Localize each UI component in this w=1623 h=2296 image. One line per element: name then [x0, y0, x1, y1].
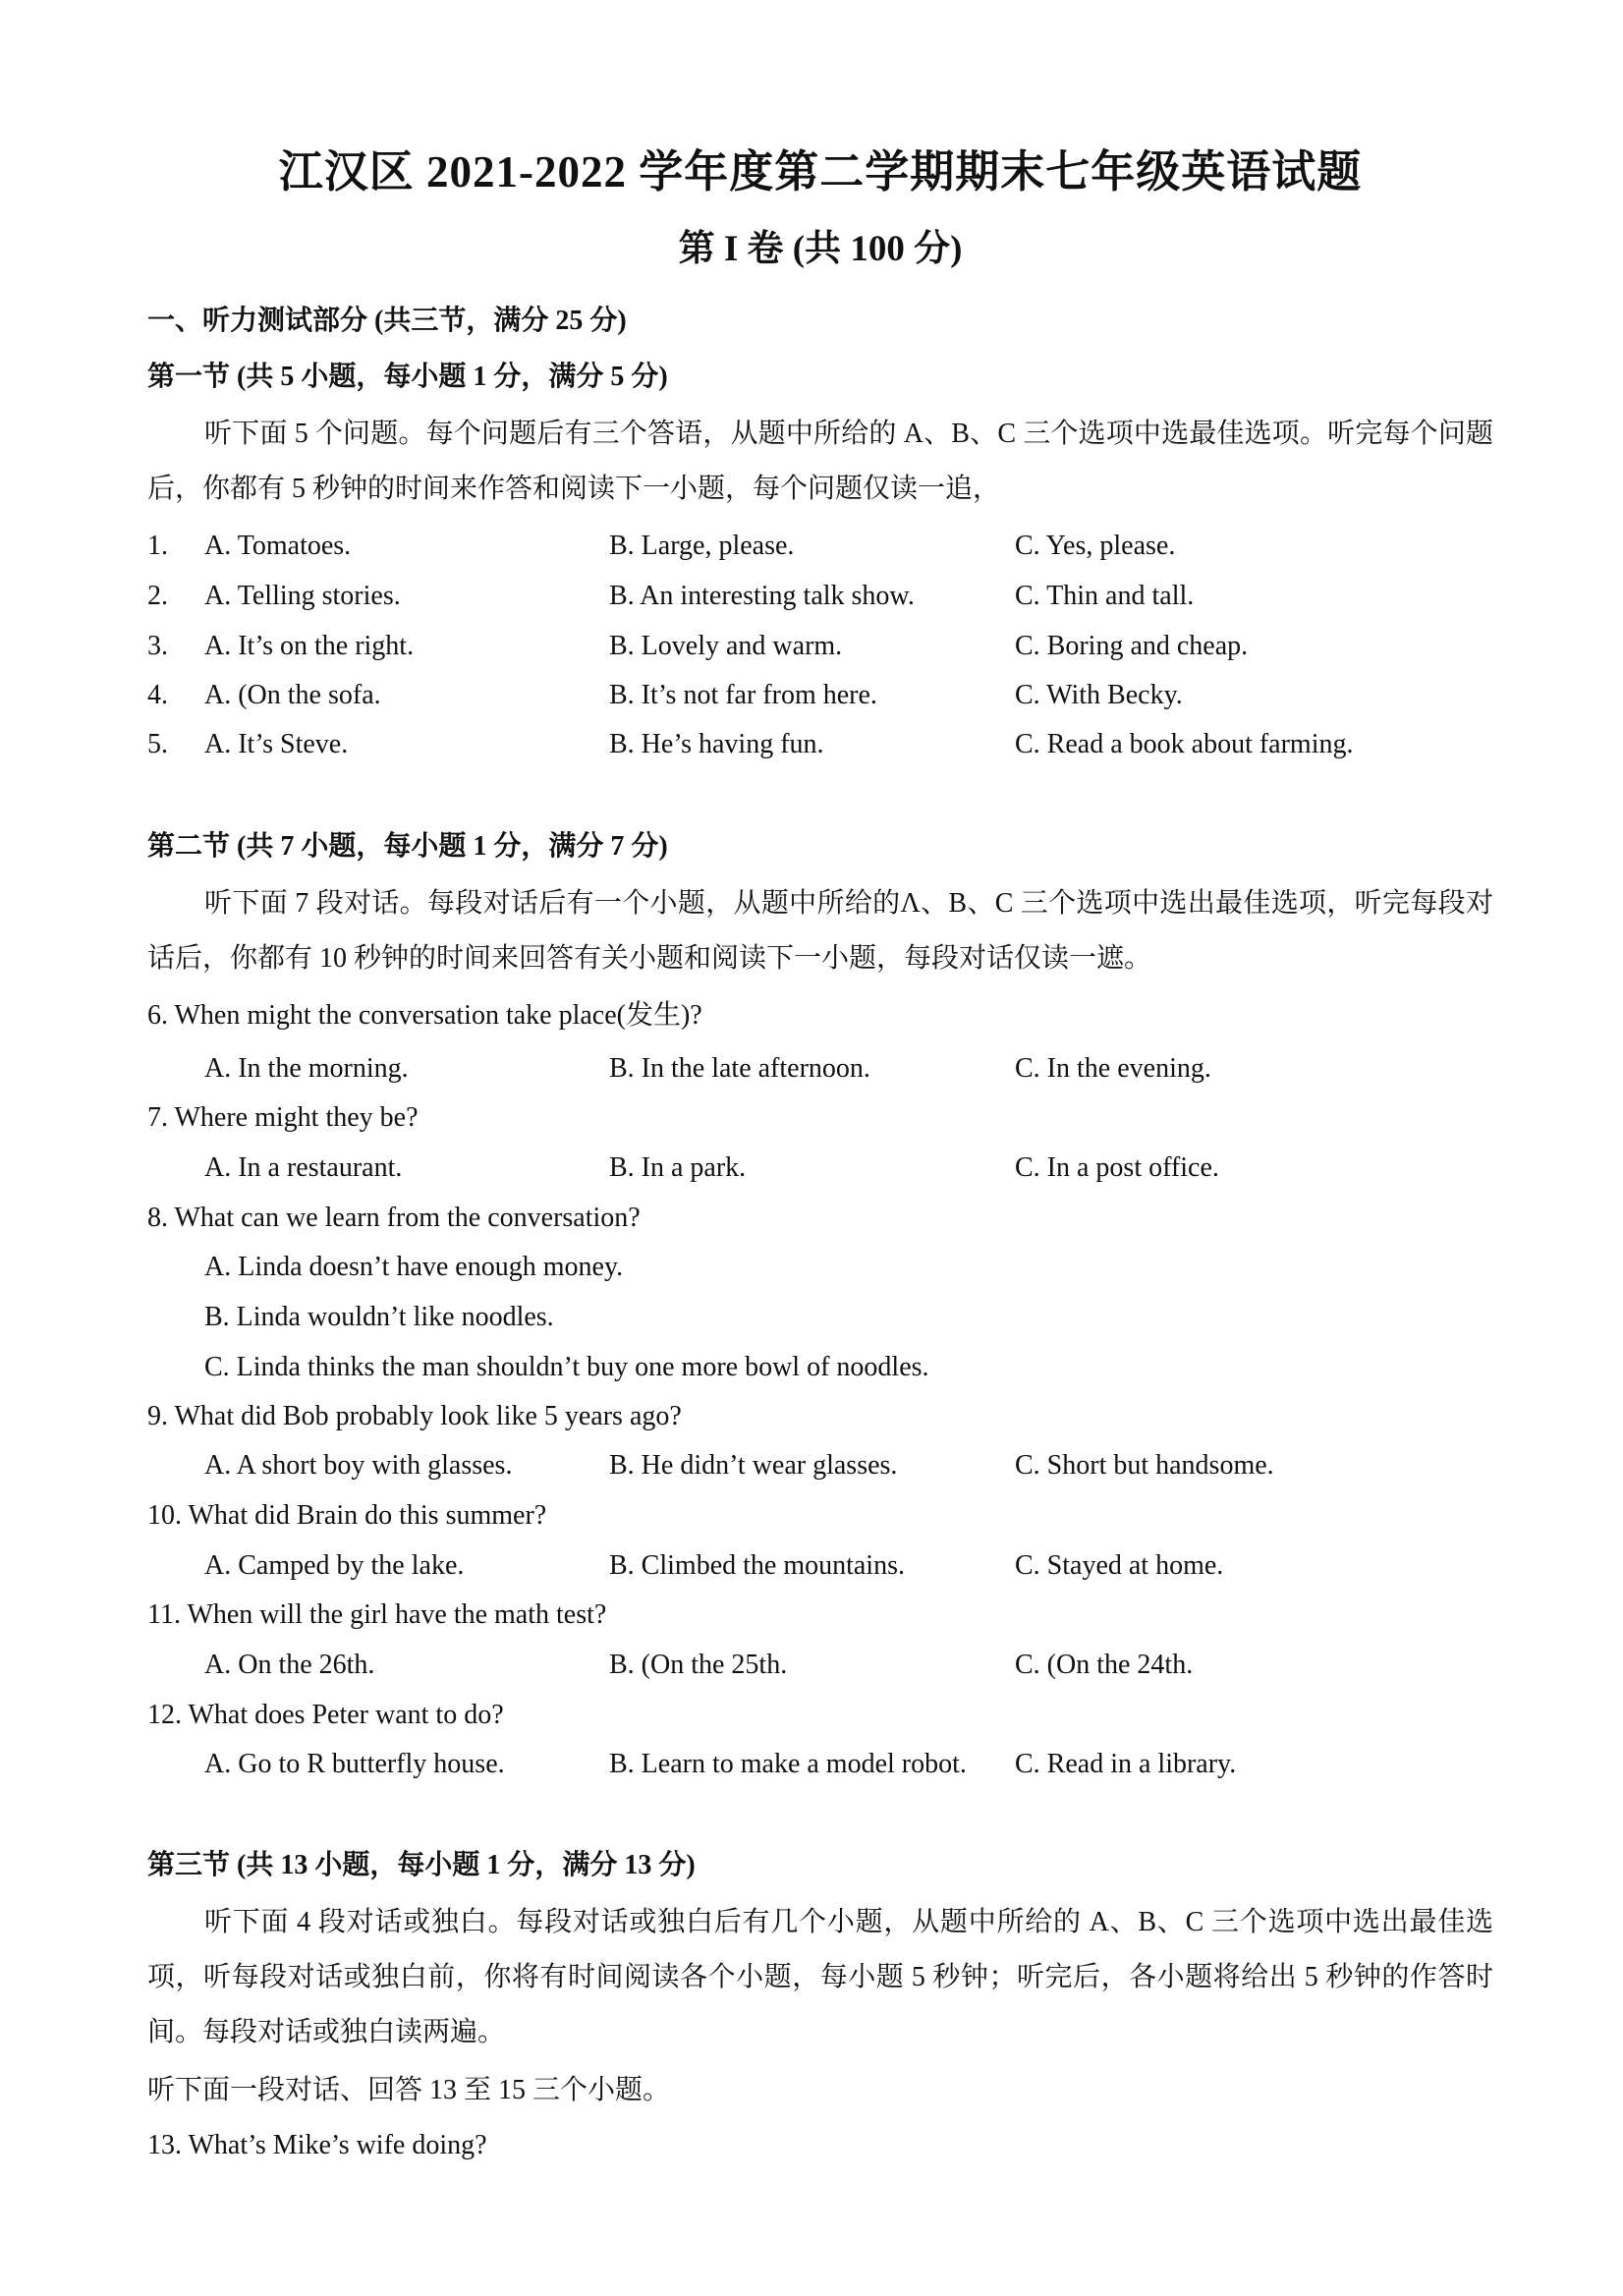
option-b: B. Large, please. — [609, 531, 795, 561]
question-stem: 9. What did Bob probably look like 5 years ago? — [147, 1401, 682, 1431]
options-row — [147, 1646, 1493, 1685]
paper-subtitle: 第 I 卷 (共 100 分) — [678, 229, 963, 269]
option-c: C. Read a book about farming. — [1015, 729, 1354, 759]
question-row — [147, 676, 1493, 715]
option-b: B. He didn’t wear glasses. — [609, 1450, 898, 1481]
option-a: A. (On the sofa. — [204, 680, 381, 710]
option-a: A. It’s on the right. — [204, 631, 415, 661]
question-row — [147, 577, 1493, 616]
options-row — [147, 1546, 1493, 1586]
option-b: B. He’s having fun. — [609, 729, 824, 759]
option-b: B. It’s not far from here. — [609, 680, 877, 710]
section1-heading: 第一节 (共 5 小题，每小题 1 分，满分 5 分) — [147, 362, 668, 392]
option-a: A. It’s Steve. — [204, 729, 349, 759]
option-a: A. On the 26th. — [204, 1650, 375, 1680]
question-stem: 13. What’s Mike’s wife doing? — [147, 2130, 487, 2160]
exam-title: 江汉区 2021-2022 学年度第二学期期末七年级英语试题 — [278, 147, 1363, 196]
question-number: 1. — [147, 531, 168, 561]
option-a: A. Go to R butterfly house. — [204, 1749, 505, 1779]
option-c: C. (On the 24th. — [1015, 1650, 1194, 1680]
option-a: A. Tomatoes. — [204, 531, 352, 561]
question-stem: 7. Where might they be? — [147, 1102, 419, 1133]
options-row — [147, 1446, 1493, 1485]
dialogue-intro: 听下面一段对话、回答 13 至 15 三个小题。 — [147, 2075, 671, 2105]
option-b: B. Climbed the mountains. — [609, 1550, 905, 1581]
question-stem: 8. What can we learn from the conversation? — [147, 1203, 641, 1233]
option-a: A. In the morning. — [204, 1053, 409, 1084]
option-c: C. In a post office. — [1015, 1152, 1219, 1183]
option-a: A. In a restaurant. — [204, 1152, 403, 1183]
option-b: B. (On the 25th. — [609, 1650, 788, 1680]
option-a: A. A short boy with glasses. — [204, 1450, 513, 1481]
option-b: B. Lovely and warm. — [609, 631, 843, 661]
section1-instructions: 听下面 5 个问题。每个问题后有三个答语，从题中所给的 A、B、C 三个选项中选最佳选项。听完每个问题后，你都有 5 秒钟的时间来作答和阅读下一小题，每个问题仅读一追， — [147, 419, 1493, 504]
option-c: C. Linda thinks the man shouldn’t buy one more bowl of noodles. — [204, 1352, 929, 1382]
option-b: B. In a park. — [609, 1152, 747, 1183]
option-b: B. Learn to make a model robot. — [609, 1749, 967, 1779]
option-c: C. Boring and cheap. — [1015, 631, 1249, 661]
option-c: C. Thin and tall. — [1015, 581, 1195, 611]
option-c: C. Yes, please. — [1015, 531, 1176, 561]
option-b: B. Linda wouldn’t like noodles. — [204, 1302, 554, 1332]
section2-heading: 第二节 (共 7 小题，每小题 1 分，满分 7 分) — [147, 831, 668, 862]
question-stem: 10. What did Brain do this summer? — [147, 1500, 547, 1531]
options-row — [147, 1148, 1493, 1188]
options-row — [147, 1049, 1493, 1089]
option-b: B. An interesting talk show. — [609, 581, 915, 611]
option-a: A. Camped by the lake. — [204, 1550, 465, 1581]
option-a: A. Linda doesn’t have enough money. — [204, 1252, 624, 1282]
question-stem: 6. When might the conversation take place(发生)? — [147, 1000, 702, 1031]
question-number: 3. — [147, 631, 168, 661]
question-number: 2. — [147, 581, 168, 611]
section3-heading: 第三节 (共 13 小题，每小题 1 分，满分 13 分) — [147, 1850, 696, 1880]
question-number: 4. — [147, 680, 168, 710]
part1-heading: 一、听力测试部分 (共三节，满分 25 分) — [147, 306, 627, 336]
option-c: C. Read in a library. — [1015, 1749, 1237, 1779]
option-c: C. Short but handsome. — [1015, 1450, 1274, 1481]
question-row — [147, 627, 1493, 666]
section3-instructions: 听下面 4 段对话或独白。每段对话或独白后有几个小题，从题中所给的 A、B、C 三个选项中选出最佳选项，听每段对话或独白前，你将有时间阅读各个小题，每小题 5 秒钟；听完后，各小题将给出 5 秒钟的作答时间。每段对话或独白读两遍。 — [147, 1907, 1493, 2047]
question-stem: 11. When will the girl have the math test? — [147, 1599, 607, 1630]
question-stem: 12. What does Peter want to do? — [147, 1700, 504, 1730]
option-c: C. With Becky. — [1015, 680, 1183, 710]
section2-instructions: 听下面 7 段对话。每段对话后有一个小题，从题中所给的Λ、B、C 三个选项中选出最佳选项，听完每段对话后，你都有 10 秒钟的时间来回答有关小题和阅读下一小题，每段对话仅读一遮。 — [147, 888, 1493, 974]
question-row — [147, 725, 1493, 764]
option-b: B. In the late afternoon. — [609, 1053, 870, 1084]
option-c: C. Stayed at home. — [1015, 1550, 1224, 1581]
question-row — [147, 527, 1493, 566]
question-number: 5. — [147, 729, 168, 759]
option-a: A. Telling stories. — [204, 581, 401, 611]
options-row — [147, 1745, 1493, 1784]
option-c: C. In the evening. — [1015, 1053, 1211, 1084]
